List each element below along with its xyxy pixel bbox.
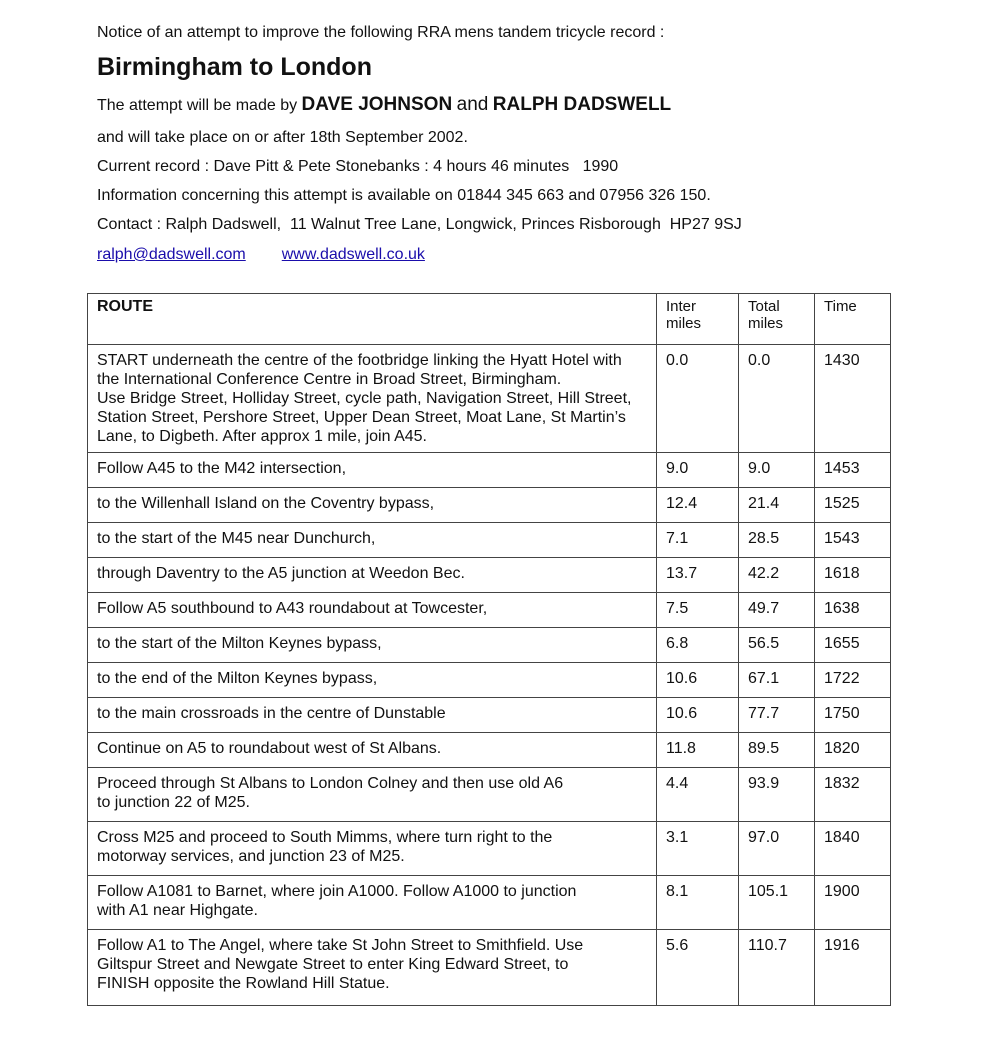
route-cell: Cross M25 and proceed to South Mimms, where turn right to the motorway services, and junction 23 of M25. bbox=[88, 822, 657, 876]
page-title: Birmingham to London bbox=[97, 53, 372, 81]
inter-miles-cell: 0.0 bbox=[657, 345, 739, 453]
route-cell: to the end of the Milton Keynes bypass, bbox=[88, 663, 657, 698]
route-cell: Follow A45 to the M42 intersection, bbox=[88, 453, 657, 488]
table-row bbox=[88, 876, 891, 930]
notice-text: Notice of an attempt to improve the following RRA mens tandem tricycle record : bbox=[97, 24, 665, 41]
time-cell: 1900 bbox=[815, 876, 891, 930]
time-cell: 1638 bbox=[815, 593, 891, 628]
table-row bbox=[88, 822, 891, 876]
table-row bbox=[88, 733, 891, 768]
header-route: ROUTE bbox=[88, 294, 657, 345]
record-line: Current record : Dave Pitt & Pete Stonebanks : 4 hours 46 minutes 1990 bbox=[97, 158, 619, 175]
inter-miles-cell: 9.0 bbox=[657, 453, 739, 488]
route-cell: to the Willenhall Island on the Coventry bypass, bbox=[88, 488, 657, 523]
contact-line: Contact : Ralph Dadswell, 11 Walnut Tree Lane, Longwick, Princes Risborough HP27 9SJ bbox=[97, 216, 742, 233]
table-row bbox=[88, 558, 891, 593]
time-cell: 1750 bbox=[815, 698, 891, 733]
route-cell: Follow A1 to The Angel, where take St John Street to Smithfield. Use Giltspur Street and Newgate Street to enter King Edward Street, to FINISH opposite the Rowland Hill Statue. bbox=[88, 930, 657, 1006]
time-cell: 1525 bbox=[815, 488, 891, 523]
route-cell: to the main crossroads in the centre of Dunstable bbox=[88, 698, 657, 733]
route-cell: Proceed through St Albans to London Colney and then use old A6 to junction 22 of M25. bbox=[88, 768, 657, 822]
table-row bbox=[88, 523, 891, 558]
rider-1: DAVE JOHNSON bbox=[301, 94, 453, 115]
inter-miles-cell: 10.6 bbox=[657, 663, 739, 698]
table-row bbox=[88, 663, 891, 698]
total-miles-cell: 42.2 bbox=[739, 558, 815, 593]
route-cell: through Daventry to the A5 junction at Weedon Bec. bbox=[88, 558, 657, 593]
total-miles-cell: 67.1 bbox=[739, 663, 815, 698]
attempt-line bbox=[97, 94, 671, 116]
time-cell: 1618 bbox=[815, 558, 891, 593]
time-cell: 1453 bbox=[815, 453, 891, 488]
route-table bbox=[87, 293, 891, 1006]
table-header-row bbox=[88, 294, 891, 345]
table-row bbox=[88, 698, 891, 733]
inter-miles-cell: 8.1 bbox=[657, 876, 739, 930]
total-miles-cell: 28.5 bbox=[739, 523, 815, 558]
total-miles-cell: 93.9 bbox=[739, 768, 815, 822]
table-row bbox=[88, 593, 891, 628]
time-cell: 1543 bbox=[815, 523, 891, 558]
time-cell: 1722 bbox=[815, 663, 891, 698]
header-total-miles: Total miles bbox=[739, 294, 815, 345]
table-row bbox=[88, 488, 891, 523]
route-table-body bbox=[88, 345, 891, 1006]
inter-miles-cell: 11.8 bbox=[657, 733, 739, 768]
email-link[interactable]: ralph@dadswell.com bbox=[97, 246, 246, 263]
rider-2: RALPH DADSWELL bbox=[492, 94, 672, 115]
inter-miles-cell: 10.6 bbox=[657, 698, 739, 733]
total-miles-cell: 77.7 bbox=[739, 698, 815, 733]
time-cell: 1430 bbox=[815, 345, 891, 453]
inter-miles-cell: 13.7 bbox=[657, 558, 739, 593]
table-row bbox=[88, 345, 891, 453]
total-miles-cell: 0.0 bbox=[739, 345, 815, 453]
total-miles-cell: 89.5 bbox=[739, 733, 815, 768]
total-miles-cell: 49.7 bbox=[739, 593, 815, 628]
inter-miles-cell: 4.4 bbox=[657, 768, 739, 822]
route-cell: Follow A5 southbound to A43 roundabout at Towcester, bbox=[88, 593, 657, 628]
time-cell: 1840 bbox=[815, 822, 891, 876]
total-miles-cell: 97.0 bbox=[739, 822, 815, 876]
route-cell: START underneath the centre of the footbridge linking the Hyatt Hotel with the International Conference Centre in Broad Street, Birmingham. Use Bridge Street, Holliday Street, cycle path, Navigation Street, Hill Street, Station Street, Pershore Street, Upper Dean Street, Moat Lane, St Martin’s Lane, to Digbeth. After approx 1 mile, join A45. bbox=[88, 345, 657, 453]
inter-miles-cell: 6.8 bbox=[657, 628, 739, 663]
inter-miles-cell: 7.1 bbox=[657, 523, 739, 558]
table-row bbox=[88, 453, 891, 488]
inter-miles-cell: 5.6 bbox=[657, 930, 739, 1006]
total-miles-cell: 21.4 bbox=[739, 488, 815, 523]
header-inter-miles: Inter miles bbox=[657, 294, 739, 345]
time-cell: 1655 bbox=[815, 628, 891, 663]
time-cell: 1916 bbox=[815, 930, 891, 1006]
inter-miles-cell: 3.1 bbox=[657, 822, 739, 876]
header-time: Time bbox=[815, 294, 891, 345]
attempt-conj: and bbox=[456, 94, 489, 115]
table-row bbox=[88, 768, 891, 822]
inter-miles-cell: 7.5 bbox=[657, 593, 739, 628]
date-line: and will take place on or after 18th September 2002. bbox=[97, 129, 468, 146]
time-cell: 1832 bbox=[815, 768, 891, 822]
table-row bbox=[88, 628, 891, 663]
table-row bbox=[88, 930, 891, 1006]
inter-miles-cell: 12.4 bbox=[657, 488, 739, 523]
total-miles-cell: 110.7 bbox=[739, 930, 815, 1006]
contact-links bbox=[97, 246, 425, 264]
website-link[interactable]: www.dadswell.co.uk bbox=[281, 246, 425, 263]
route-cell: Continue on A5 to roundabout west of St Albans. bbox=[88, 733, 657, 768]
info-line: Information concerning this attempt is available on 01844 345 663 and 07956 326 150. bbox=[97, 187, 711, 204]
total-miles-cell: 105.1 bbox=[739, 876, 815, 930]
time-cell: 1820 bbox=[815, 733, 891, 768]
route-cell: to the start of the M45 near Dunchurch, bbox=[88, 523, 657, 558]
total-miles-cell: 9.0 bbox=[739, 453, 815, 488]
attempt-prefix: The attempt will be made by bbox=[97, 97, 298, 114]
route-cell: Follow A1081 to Barnet, where join A1000. Follow A1000 to junction with A1 near Highgate. bbox=[88, 876, 657, 930]
route-cell: to the start of the Milton Keynes bypass, bbox=[88, 628, 657, 663]
total-miles-cell: 56.5 bbox=[739, 628, 815, 663]
